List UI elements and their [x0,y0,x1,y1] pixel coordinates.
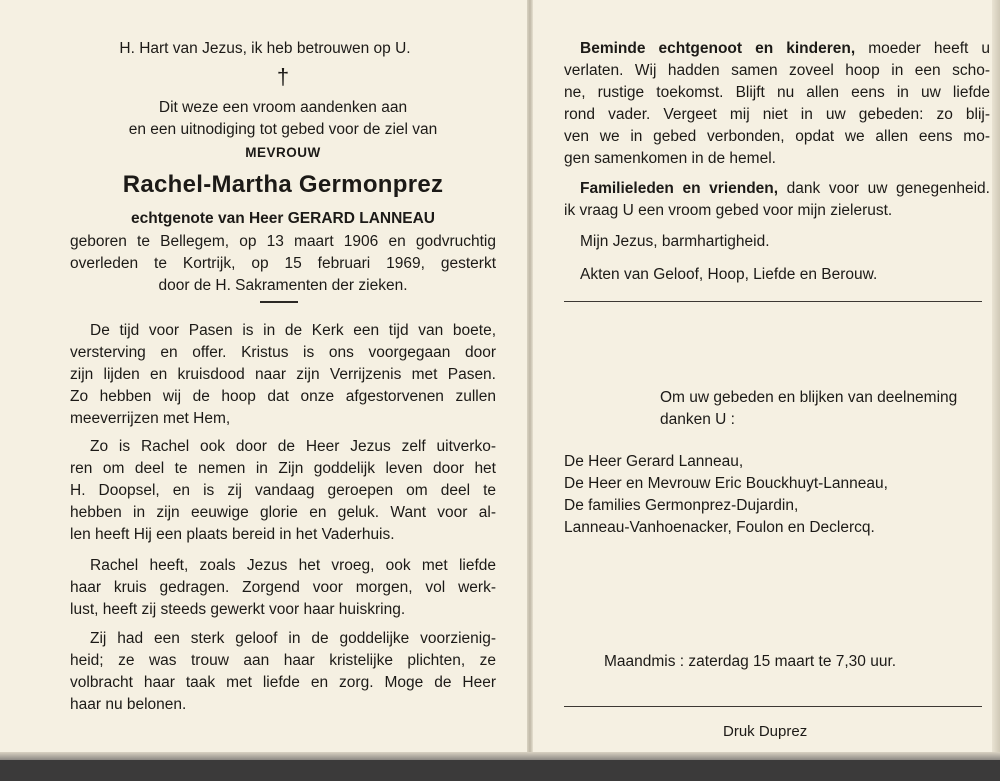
family-lead: Familieleden en vrienden, [580,180,779,197]
farewell-paragraph: Beminde echtgenoot en kinderen, moeder heeft u verlaten. Wij hadden samen zoveel hoop in een scho- ne, rustige toekomst. Blijft nu allen eens in uw liefde rond vader. Vergeet mij niet in uw gebeden: zo blij- ven we in gebed verbonden, opdat we allen eens mo- gen samenkomen in de hemel. [564,40,990,167]
printer: Druk Duprez [723,723,808,740]
paragraph-1: De tijd voor Pasen is in de Kerk een tijd van boete, versterving en offer. Kristus is ons voorgegaan door zijn lijden en kruisdood naar zijn Verrijzenis met Pasen. Zo hebben wij de hoop dat onze afgestorvenen zullen meeverrijzen met Hem, [70,322,496,427]
card-edge [992,0,1000,760]
cross-icon: † [276,64,290,89]
family-member: Lanneau-Vanhoenacker, Foulon en Declercq. [564,519,875,536]
paragraph-2: Zo is Rachel ook door de Heer Jezus zelf uitverko- ren om deel te nemen in Zijn goddelijk leven door het H. Doopsel, en is zij vandaag geroepen om deel te hebben in zijn eeuwige glorie en geluk. Want voor al- len heeft Hij een plaats bereid in het Vaderhuis. [70,438,496,543]
month-mass: Maandmis : zaterdag 15 maart te 7,30 uur. [604,653,897,670]
life-dates [70,231,496,297]
invocation: H. Hart van Jezus, ik heb betrouwen op U. [119,40,411,57]
prayer-line-1: Mijn Jezus, barmhartigheid. [580,233,770,250]
divider-bottom [564,706,982,707]
paragraph-4: Zij had een sterk geloof in de goddelijke voorzienig- heid; ze was trouw aan haar kristelijke plichten, ze volbracht haar taak met liefde en zorg. Moge de Heer haar nu belonen. [70,630,496,713]
honorific: MEVROUW [245,145,321,160]
right-page [530,0,1000,760]
intro-line-2: en een uitnodiging tot gebed voor de ziel van [128,121,438,138]
life-line: geboren te Bellegem, op 13 maart 1906 en godvruchtig [70,233,496,250]
prayer-line-2: Akten van Geloof, Hoop, Liefde en Berouw. [580,266,878,283]
family-member: De Heer en Mevrouw Eric Bouckhuyt-Lanneau, [564,475,888,492]
family-paragraph: Familieleden en vrienden, dank voor uw genegenheid. ik vraag U een vroom gebed voor mijn zielerust. [564,180,990,219]
card-fold [527,0,533,760]
separator [260,301,298,303]
life-line: overleden te Kortrijk, op 15 februari 1969, gesterkt [70,255,496,272]
family-list [564,451,888,539]
family-member: De Heer Gerard Lanneau, [564,453,744,470]
intro-line-1: Dit weze een vroom aandenken aan [158,99,408,116]
life-line: door de H. Sakramenten der zieken. [158,277,408,294]
family-member: De families Germonprez-Dujardin, [564,497,799,514]
paragraph-3: Rachel heeft, zoals Jezus het vroeg, ook met liefde haar kruis gedragen. Zorgend voor morgen, vol werk- lust, heeft zij steeds gewerkt voor haar huiskring. [70,557,496,618]
thanks-line-1: Om uw gebeden en blijken van deelneming [660,389,958,406]
deceased-name: Rachel-Martha Germonprez [122,171,444,198]
card-bottom-edge [0,752,1000,760]
spouse-line: echtgenote van Heer GERARD LANNEAU [130,210,436,227]
farewell-lead: Beminde echtgenoot en kinderen, [580,40,856,57]
divider-top [564,301,982,302]
thanks-line-2: danken U : [660,411,735,428]
